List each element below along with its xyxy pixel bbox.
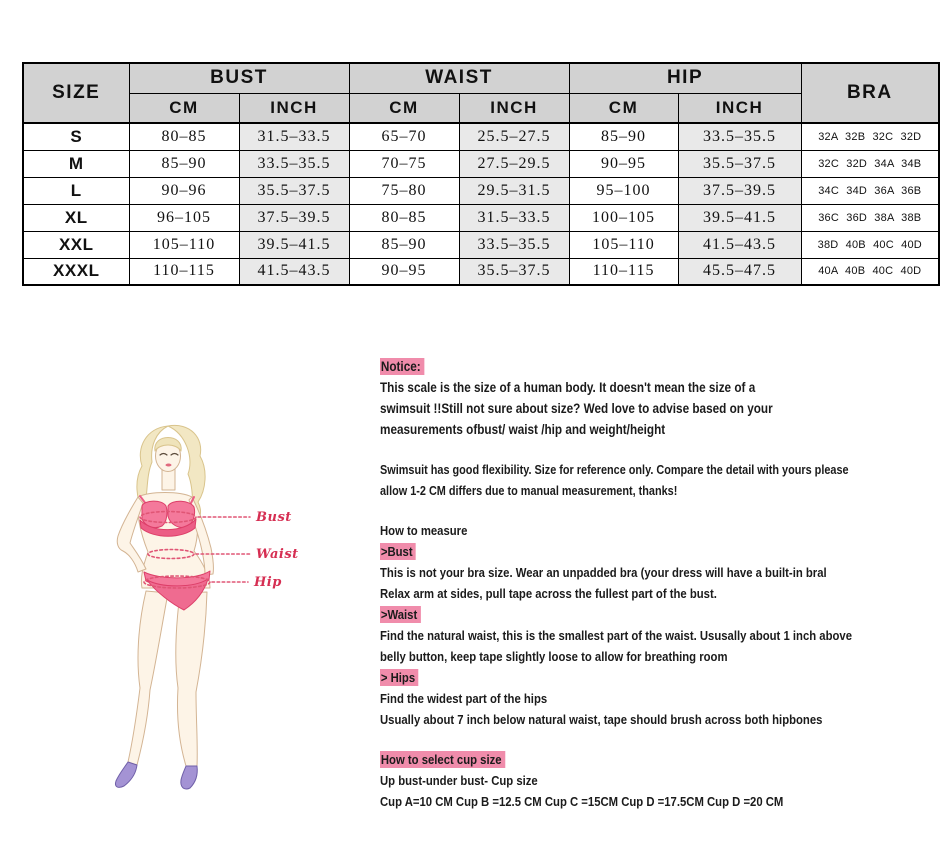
size-cell: XXL [23,231,129,258]
hip-inch-cell: 39.5–41.5 [678,204,801,231]
size-cell: L [23,177,129,204]
cup-heading-highlight: How to select cup size [380,751,505,768]
table-row [23,204,939,231]
hips-instruction-line: Find the widest part of the hips [380,691,548,706]
bust-inch-cell: 41.5–43.5 [239,258,349,285]
hip-cm-cell: 90–95 [569,150,678,177]
header-row-groups [23,63,939,93]
bust-cm-cell: 105–110 [129,231,239,258]
waist-cm-cell: 70–75 [349,150,459,177]
header-hip-inch: INCH [678,93,801,123]
header-bra: BRA [801,63,939,123]
flexibility-line: Swimsuit has good flexibility. Size for reference only. Compare the detail with yours please [380,463,849,477]
bra-cell: 32A 32B 32C 32D [801,123,939,150]
header-size: SIZE [23,63,129,123]
size-chart-header [23,63,939,123]
waist-cm-cell: 65–70 [349,123,459,150]
hip-inch-cell: 37.5–39.5 [678,177,801,204]
hip-cm-cell: 85–90 [569,123,678,150]
header-waist-inch: INCH [459,93,569,123]
hip-inch-cell: 35.5–37.5 [678,150,801,177]
hip-label: Hip [254,575,282,590]
bra-cell: 38D 40B 40C 40D [801,231,939,258]
size-cell: XXXL [23,258,129,285]
header-bust-inch: INCH [239,93,349,123]
waist-inch-cell: 35.5–37.5 [459,258,569,285]
size-table-body [23,123,939,285]
notice-line: swimsuit !!Still not sure about size? Wed love to advise based on your [380,401,773,416]
waist-instruction-line: belly button, keep tape slightly loose to allow for breathing room [380,649,728,664]
bust-inch-cell: 31.5–33.5 [239,123,349,150]
table-row [23,258,939,285]
bra-cell: 32C 32D 34A 34B [801,150,939,177]
cup-instruction-line: Cup A=10 CM Cup B =12.5 CM Cup C =15CM Cup D =17.5CM Cup D =20 CM [380,794,784,809]
waist-heading-highlight: >Waist [380,606,421,623]
waist-inch-cell: 33.5–35.5 [459,231,569,258]
cup-instruction-line: Up bust-under bust- Cup size [380,773,538,788]
table-row [23,177,939,204]
hip-cm-cell: 100–105 [569,204,678,231]
waist-inch-cell: 27.5–29.5 [459,150,569,177]
header-hip-cm: CM [569,93,678,123]
waist-inch-cell: 25.5–27.5 [459,123,569,150]
bust-inch-cell: 37.5–39.5 [239,204,349,231]
bust-inch-cell: 33.5–35.5 [239,150,349,177]
waist-cm-cell: 80–85 [349,204,459,231]
info-column [380,356,940,812]
bra-cell: 34C 34D 36A 36B [801,177,939,204]
bust-cm-cell: 80–85 [129,123,239,150]
size-cell: XL [23,204,129,231]
bust-inch-cell: 39.5–41.5 [239,231,349,258]
bust-inch-cell: 35.5–37.5 [239,177,349,204]
bust-cm-cell: 110–115 [129,258,239,285]
hip-cm-cell: 95–100 [569,177,678,204]
notice-heading-highlight: Notice: [380,358,424,375]
bust-instruction-line: Relax arm at sides, pull tape across the fullest part of the bust. [380,586,717,601]
cup-size-heading [380,749,867,770]
notice-line: measurements ofbust/ waist /hip and weight/height [380,422,666,437]
waist-section-heading [380,604,867,625]
waist-cm-cell: 85–90 [349,231,459,258]
figure-illustration [110,420,380,830]
hip-cm-cell: 105–110 [569,231,678,258]
bust-instruction-line: This is not your bra size. Wear an unpadded bra (your dress will have a built-in bral [380,565,827,580]
hip-inch-cell: 33.5–35.5 [678,123,801,150]
bra-cell: 36C 36D 38A 38B [801,204,939,231]
table-row [23,150,939,177]
notice-heading [380,356,867,377]
waist-instruction-line: Find the natural waist, this is the smallest part of the waist. Ususally about 1 inch above [380,628,852,643]
table-row [23,123,939,150]
bra-cell: 40A 40B 40C 40D [801,258,939,285]
header-bust-cm: CM [129,93,239,123]
hip-inch-cell: 45.5–47.5 [678,258,801,285]
bust-heading-highlight: >Bust [380,543,416,560]
size-cell: S [23,123,129,150]
hip-inch-cell: 41.5–43.5 [678,231,801,258]
header-hip: HIP [569,63,801,93]
notice-line: This scale is the size of a human body. It doesn't mean the size of a [380,380,756,395]
bust-label: Bust [256,510,292,525]
flexibility-line: allow 1-2 CM differs due to manual measurement, thanks! [380,484,678,498]
hip-cm-cell: 110–115 [569,258,678,285]
bust-section-heading [380,541,867,562]
header-waist: WAIST [349,63,569,93]
hips-section-heading [380,667,867,688]
face-sketch [155,438,181,472]
hips-heading-highlight: > Hips [380,669,419,686]
how-to-measure-heading: How to measure [380,523,468,538]
bust-cm-cell: 85–90 [129,150,239,177]
size-cell: M [23,150,129,177]
waist-cm-cell: 90–95 [349,258,459,285]
header-waist-cm: CM [349,93,459,123]
waist-inch-cell: 31.5–33.5 [459,204,569,231]
waist-inch-cell: 29.5–31.5 [459,177,569,204]
table-row [23,231,939,258]
header-bust: BUST [129,63,349,93]
hips-instruction-line: Usually about 7 inch below natural waist, tape should brush across both hipbones [380,712,823,727]
waist-label: Waist [256,547,299,562]
shoes-sketch [115,762,197,789]
bust-cm-cell: 90–96 [129,177,239,204]
bust-cm-cell: 96–105 [129,204,239,231]
legs-sketch [128,591,207,766]
waist-cm-cell: 75–80 [349,177,459,204]
size-chart-table [22,62,940,286]
